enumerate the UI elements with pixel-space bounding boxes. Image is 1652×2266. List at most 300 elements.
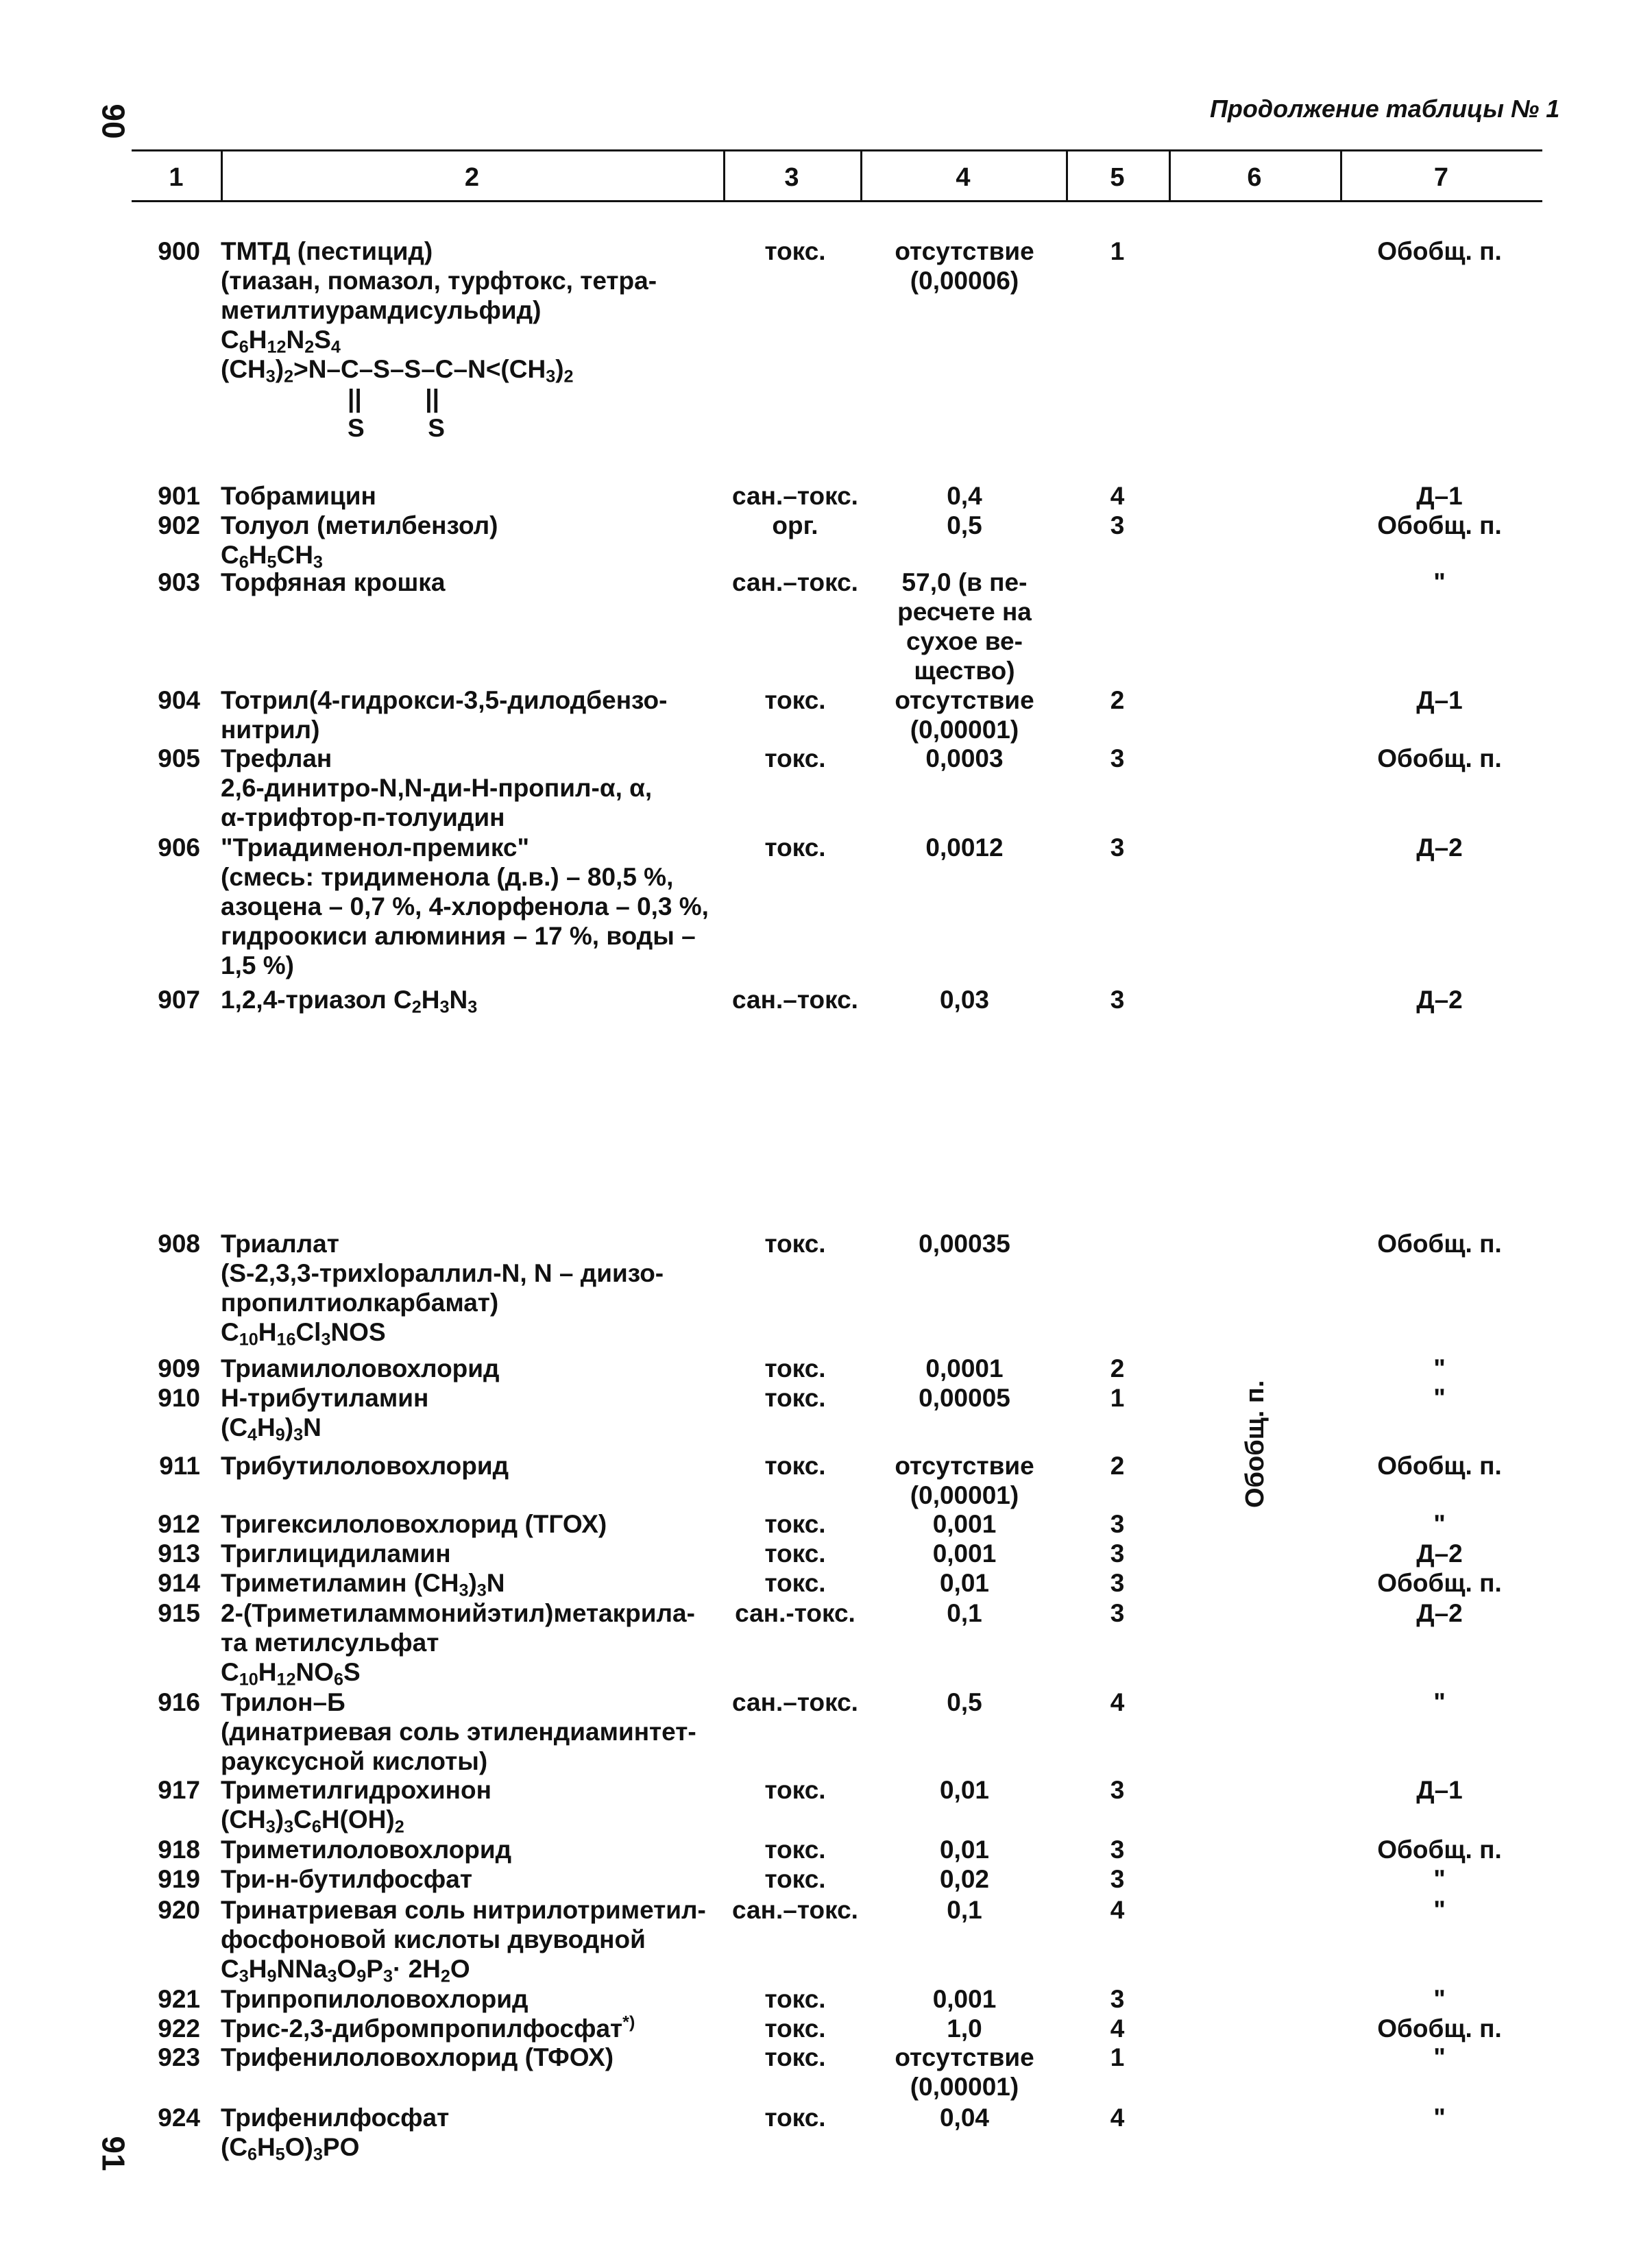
row-number: 909 <box>158 1354 200 1382</box>
chem-fragment: 6 <box>333 1670 343 1690</box>
chem-fragment: >N–C–S–S–C–N<(CH <box>293 355 546 383</box>
substance-name-cell <box>221 1383 728 1445</box>
chem-fragment: (CH <box>221 1805 266 1833</box>
hazard-indicator: токс. <box>764 1836 826 1864</box>
concentration-cell <box>865 568 1064 685</box>
chem-fragment: 2 <box>284 367 294 387</box>
substance-name-line: Н-трибутиламин <box>221 1384 429 1412</box>
substance-name-line: Толуол (метилбензол) <box>221 511 498 539</box>
hazard-class: 2 <box>1110 686 1125 714</box>
column-header: 4 <box>956 163 971 192</box>
chem-fragment: 3 <box>313 2145 323 2165</box>
chem-fragment: 6 <box>247 2145 258 2165</box>
column-header: 6 <box>1247 163 1262 192</box>
chem-fragment: 4 <box>247 1425 258 1445</box>
chem-fragment: 4 <box>330 337 341 357</box>
concentration-value: (0,00006) <box>910 267 1019 295</box>
substance-name-cell <box>221 1984 728 2014</box>
substance-name-line: (S-2,3,3-трихloраллил-N, N – диизо- <box>221 1259 664 1287</box>
substance-name-line: α-трифтор-п-толуидин <box>221 803 505 831</box>
hazard-class: 3 <box>1110 986 1125 1014</box>
limiting-indicator: Д–1 <box>1416 482 1463 510</box>
substance-name-cell <box>221 1451 728 1481</box>
hazard-indicator: токс. <box>764 1230 826 1258</box>
hazard-indicator: токс. <box>764 2104 826 2132</box>
row-number: 903 <box>158 568 200 596</box>
concentration-cell <box>865 481 1064 511</box>
substance-name-cell <box>221 744 728 832</box>
concentration-value: 57,0 (в пе- <box>901 568 1028 596</box>
chem-fragment: 10 <box>239 1330 258 1350</box>
chem-fragment: ) <box>275 1805 284 1833</box>
substance-name-cell <box>221 1864 728 1894</box>
substance-name-line: Трифенилфосфат <box>221 2104 450 2132</box>
hazard-indicator: сан.–токс. <box>732 1896 858 1924</box>
chem-fragment: N <box>449 986 468 1014</box>
row-number: 902 <box>158 511 200 539</box>
column-header: 3 <box>784 163 799 192</box>
hazard-indicator: токс. <box>764 2043 826 2071</box>
concentration-cell <box>865 1539 1064 1568</box>
substance-name-line: рауксусной кислоты) <box>221 1747 488 1775</box>
chem-fragment: (C <box>221 2133 248 2161</box>
substance-name-line: Трифенилоловохлорид (ТФОХ) <box>221 2043 614 2071</box>
chem-fragment: 2 <box>411 997 422 1017</box>
row-number: 922 <box>158 2014 200 2043</box>
limiting-indicator: Д–1 <box>1416 1776 1463 1804</box>
concentration-cell <box>865 1775 1064 1805</box>
concentration-value: 0,0012 <box>925 833 1004 862</box>
chem-fragment: NOS <box>330 1318 386 1346</box>
substance-name-line <box>221 1568 728 1598</box>
limiting-indicator: " <box>1433 1510 1446 1538</box>
chem-fragment: 5 <box>275 2145 285 2165</box>
page-number-bottom: 91 <box>95 2136 132 2171</box>
substance-name-text: Трис-2,3-дибромпропилфосфат <box>221 2014 623 2043</box>
limiting-indicator: " <box>1433 1985 1446 2013</box>
chem-fragment: (CH <box>221 355 266 383</box>
row-number: 921 <box>158 1985 200 2013</box>
page-number-top: 90 <box>95 103 132 139</box>
chem-fragment: 3 <box>313 552 323 572</box>
chem-fragment: 3 <box>321 1330 331 1350</box>
hazard-class: 3 <box>1110 1510 1125 1538</box>
chem-fragment: N <box>286 326 305 354</box>
concentration-cell <box>865 236 1064 295</box>
header-bottom-rule <box>132 200 1542 202</box>
concentration-cell <box>865 1895 1064 1925</box>
substance-name-line: Тотрил(4-гидрокси-3,5-дилодбензо- <box>221 686 668 714</box>
hazard-class: 1 <box>1110 1384 1125 1412</box>
chemical-formula <box>221 1317 728 1350</box>
substance-name-line: (динатриевая соль этилендиаминтет- <box>221 1718 696 1746</box>
chem-fragment: N <box>486 1569 505 1597</box>
substance-name-cell <box>221 481 728 511</box>
substance-name-line: (тиазан, помазол, турфтокс, тетра- <box>221 267 657 295</box>
hazard-indicator: токс. <box>764 1510 826 1538</box>
chem-fragment: H <box>257 1413 276 1441</box>
chem-fragment: 9 <box>267 1966 277 1986</box>
concentration-cell <box>865 511 1064 540</box>
substance-name-line: Триаллат <box>221 1230 339 1258</box>
chem-fragment: C <box>293 1805 312 1833</box>
chem-fragment: 3 <box>459 1581 469 1600</box>
chem-fragment: 2 <box>440 1966 450 1986</box>
substance-name-cell <box>221 236 728 443</box>
row-number: 913 <box>158 1539 200 1568</box>
hazard-indicator: токс. <box>764 1985 826 2013</box>
concentration-cell <box>865 1354 1064 1383</box>
hazard-class: 4 <box>1110 482 1125 510</box>
chem-fragment: 3 <box>284 1817 294 1837</box>
limiting-indicator: " <box>1433 568 1446 596</box>
substance-name-cell <box>221 1539 728 1568</box>
substance-name-cell <box>221 1229 728 1350</box>
chem-fragment: C <box>221 326 239 354</box>
chem-fragment: ) <box>284 1413 294 1441</box>
concentration-value: 0,00035 <box>919 1230 1010 1258</box>
structural-bonds: || || <box>348 385 439 413</box>
substance-name-line: Триметилгидрохинон <box>221 1776 491 1804</box>
substance-name-cell <box>221 1568 728 1598</box>
chem-fragment: 6 <box>239 337 249 357</box>
hazard-indicator: токс. <box>764 1384 826 1412</box>
limiting-indicator: Обобщ. п. <box>1377 744 1502 772</box>
concentration-value: 0,5 <box>947 1688 982 1716</box>
substance-name-line: гидроокиси алюминия – 17 %, воды – <box>221 922 696 950</box>
limiting-indicator: " <box>1433 1354 1446 1382</box>
chem-fragment: H <box>248 541 267 569</box>
structural-formula <box>221 354 728 387</box>
chem-fragment: S <box>314 326 331 354</box>
substance-name-cell <box>221 833 728 980</box>
substance-name-line: Тобрамицин <box>221 482 376 510</box>
chem-fragment: 9 <box>356 1966 367 1986</box>
hazard-class: 3 <box>1110 1776 1125 1804</box>
row-number: 901 <box>158 482 200 510</box>
chem-fragment: O <box>450 1955 470 1983</box>
substance-name-line: Трибутилоловохлорид <box>221 1452 509 1480</box>
concentration-cell <box>865 1509 1064 1539</box>
substance-name-line: ТМТД (пестицид) <box>221 237 433 265</box>
substance-name-cell <box>221 1598 728 1690</box>
chem-fragment: C <box>221 1318 239 1346</box>
substance-name-cell <box>221 2103 728 2165</box>
row-number: 915 <box>158 1599 200 1627</box>
chem-fragment: Триметиламин (CH <box>221 1569 459 1597</box>
chem-fragment: H <box>248 326 267 354</box>
hazard-indicator: сан.-токс. <box>735 1599 855 1627</box>
concentration-value: 0,03 <box>939 986 989 1014</box>
chem-fragment: C <box>221 541 239 569</box>
chem-fragment: N <box>303 1413 321 1441</box>
hazard-indicator: сан.–токс. <box>732 482 858 510</box>
chem-fragment: 3 <box>476 1581 487 1600</box>
concentration-value: 0,00005 <box>919 1384 1010 1412</box>
concentration-cell <box>865 1598 1064 1628</box>
limiting-indicator: Д–2 <box>1416 1599 1463 1627</box>
substance-name-line: Тринатриевая соль нитрилотриметил- <box>221 1896 706 1924</box>
row-number: 911 <box>159 1452 200 1480</box>
row-number: 906 <box>158 833 200 862</box>
concentration-value: 0,1 <box>947 1896 982 1924</box>
chemical-formula <box>221 1413 728 1445</box>
concentration-cell <box>865 685 1064 744</box>
chem-fragment: ) <box>555 355 564 383</box>
chem-fragment: ) <box>275 355 284 383</box>
hazard-indicator: токс. <box>764 237 826 265</box>
concentration-value: 0,0003 <box>925 744 1004 772</box>
chem-fragment: 3 <box>467 997 478 1017</box>
hazard-indicator: сан.–токс. <box>732 1688 858 1716</box>
concentration-cell <box>865 1383 1064 1413</box>
chemical-formula <box>221 325 728 357</box>
limiting-indicator: Обобщ. п. <box>1377 2014 1502 2043</box>
substance-name-cell <box>221 511 728 570</box>
row-number: 904 <box>158 686 200 714</box>
limiting-indicator: Обобщ. п. <box>1377 511 1502 539</box>
structural-sulfur: S S <box>348 414 445 442</box>
chem-fragment: PO <box>322 2133 360 2161</box>
column-header: 7 <box>1433 163 1449 192</box>
limiting-indicator: " <box>1433 1384 1446 1412</box>
limiting-indicator: Д–1 <box>1416 686 1463 714</box>
row-number: 923 <box>158 2043 200 2071</box>
row-number: 912 <box>158 1510 200 1538</box>
chem-fragment: 3 <box>265 367 276 387</box>
chem-fragment: H <box>258 1658 277 1686</box>
substance-name-line: метилтиурамдисульфид) <box>221 296 542 324</box>
hazard-class: 3 <box>1110 511 1125 539</box>
chem-fragment: 3 <box>265 1817 276 1837</box>
hazard-indicator: сан.–токс. <box>732 568 858 596</box>
chem-fragment: 6 <box>239 552 249 572</box>
chem-fragment: (C <box>221 1413 248 1441</box>
continuation-label: Продолжение таблицы № 1 <box>1210 95 1560 123</box>
substance-name-line: фосфоновой кислоты двуводной <box>221 1925 646 1953</box>
substance-name-cell <box>221 985 728 1017</box>
concentration-value: 0,04 <box>939 2104 989 2132</box>
chem-fragment: 2 <box>304 337 315 357</box>
concentration-cell <box>865 1984 1064 2014</box>
chem-fragment: 16 <box>276 1330 296 1350</box>
substance-name-cell <box>221 1509 728 1539</box>
chem-fragment: 3 <box>293 1425 304 1445</box>
hazard-indicator: токс. <box>764 1354 826 1382</box>
concentration-value: 1,0 <box>947 2014 982 2043</box>
concentration-value: 0,001 <box>932 1985 997 2013</box>
row-number: 919 <box>158 1865 200 1893</box>
hazard-class: 1 <box>1110 2043 1125 2071</box>
substance-name-line: Торфяная крошка <box>221 568 446 596</box>
substance-name-cell <box>221 2043 728 2072</box>
substance-name-line: Триамилоловохлорид <box>221 1354 500 1382</box>
concentration-value: 0,02 <box>939 1865 989 1893</box>
substance-name-line: Трефлан <box>221 744 332 772</box>
hazard-indicator: орг. <box>772 511 818 539</box>
hazard-class: 3 <box>1110 1599 1125 1627</box>
row-number: 905 <box>158 744 200 772</box>
substance-name-line: (смесь: тридименола (д.в.) – 80,5 %, <box>221 863 674 891</box>
concentration-cell <box>865 1688 1064 1717</box>
concentration-value: отсутствие <box>895 686 1034 714</box>
concentration-value: отсутствие <box>895 237 1034 265</box>
concentration-value: 0,01 <box>939 1569 989 1597</box>
substance-name-cell <box>221 1688 728 1776</box>
limiting-indicator: Д–2 <box>1416 986 1463 1014</box>
hazard-class: 3 <box>1110 1985 1125 2013</box>
hazard-indicator: токс. <box>764 1865 826 1893</box>
concentration-cell <box>865 744 1064 773</box>
chem-fragment: H(OH) <box>321 1805 395 1833</box>
chem-fragment: C <box>221 1658 239 1686</box>
chem-fragment: 10 <box>239 1670 258 1690</box>
column-header: 1 <box>169 163 184 192</box>
concentration-value: (0,00001) <box>910 716 1019 744</box>
row-number: 900 <box>158 237 200 265</box>
hazard-indicator: токс. <box>764 686 826 714</box>
limiting-indicator: Обобщ. п. <box>1377 1230 1502 1258</box>
concentration-value: 0,01 <box>939 1776 989 1804</box>
substance-name-line: Трилон–Б <box>221 1688 345 1716</box>
chemical-formula <box>221 1805 728 1837</box>
substance-name-line: нитрил) <box>221 716 320 744</box>
chem-fragment: H <box>258 1318 277 1346</box>
chemical-formula <box>221 2132 728 2165</box>
concentration-value: 0,001 <box>932 1539 997 1568</box>
chem-fragment: 1,2,4-триазол C <box>221 986 412 1014</box>
hazard-class: 1 <box>1110 237 1125 265</box>
substance-name-line: Трипропилоловохлорид <box>221 1985 529 2013</box>
substance-name-cell <box>221 2014 728 2043</box>
hazard-class: 3 <box>1110 744 1125 772</box>
chem-fragment: NNa <box>276 1955 328 1983</box>
substance-name-cell <box>221 1354 728 1383</box>
concentration-cell <box>865 1229 1064 1258</box>
chem-fragment: 2 <box>394 1817 404 1837</box>
row-number: 914 <box>158 1569 200 1597</box>
hazard-class: 4 <box>1110 1688 1125 1716</box>
chemical-formula <box>221 540 728 570</box>
concentration-value: 0,4 <box>947 482 982 510</box>
chem-fragment: O <box>337 1955 357 1983</box>
chem-fragment: NO <box>295 1658 334 1686</box>
hazard-indicator: токс. <box>764 2014 826 2043</box>
row-number: 916 <box>158 1688 200 1716</box>
hazard-class: 4 <box>1110 2014 1125 2043</box>
chem-fragment: 12 <box>267 337 287 357</box>
chemical-formula <box>221 1954 728 1984</box>
substance-name-cell <box>221 1895 728 1984</box>
concentration-cell <box>865 2043 1064 2101</box>
chem-fragment: 9 <box>275 1425 285 1445</box>
limiting-indicator: Обобщ. п. <box>1377 1452 1502 1480</box>
hazard-class: 3 <box>1110 1569 1125 1597</box>
chem-fragment: 3 <box>439 997 450 1017</box>
hazard-indicator: токс. <box>764 833 826 862</box>
limiting-indicator: Обобщ. п. <box>1377 237 1502 265</box>
hazard-class: 3 <box>1110 1865 1125 1893</box>
substance-name-line: Тригексилоловохлорид (ТГОХ) <box>221 1510 607 1538</box>
concentration-cell <box>865 833 1064 862</box>
chem-fragment: 12 <box>276 1670 296 1690</box>
concentration-value: 0,5 <box>947 511 982 539</box>
row-number: 917 <box>158 1776 200 1804</box>
concentration-value: сухое ве- <box>906 627 1023 655</box>
limiting-indicator: Д–2 <box>1416 833 1463 862</box>
hazard-class: 3 <box>1110 1539 1125 1568</box>
chem-fragment: Cl <box>295 1318 321 1346</box>
concentration-value: щество) <box>914 657 1015 685</box>
substance-name-cell <box>221 685 728 744</box>
footnote-mark: *) <box>622 2012 635 2032</box>
limiting-indicator: Обобщ. п. <box>1377 1569 1502 1597</box>
concentration-value: ресчете на <box>897 598 1032 626</box>
chem-fragment: H <box>421 986 440 1014</box>
substance-name-line: "Триадименол-премикс" <box>221 833 529 862</box>
concentration-cell <box>865 2014 1064 2043</box>
concentration-value: 0,001 <box>932 1510 997 1538</box>
hazard-class: 2 <box>1110 1452 1125 1480</box>
concentration-value: 0,0001 <box>925 1354 1004 1382</box>
substance-name-cell <box>221 568 728 597</box>
hazard-indicator: токс. <box>764 1776 826 1804</box>
substance-name-line <box>221 2014 728 2043</box>
chem-fragment: O) <box>284 2133 313 2161</box>
limiting-indicator: " <box>1433 1688 1446 1716</box>
column-header: 2 <box>464 163 480 192</box>
substance-name-line: пропилтиолкарбамат) <box>221 1289 499 1317</box>
substance-name-line: 2-(Триметиламмонийэтил)метакрила- <box>221 1599 695 1627</box>
limiting-indicator: " <box>1433 2043 1446 2071</box>
merged-col6-label: Обобщ. п. <box>1241 1380 1270 1508</box>
chem-fragment: H <box>257 2133 276 2161</box>
hazard-class: 4 <box>1110 2104 1125 2132</box>
concentration-value: (0,00001) <box>910 1481 1019 1509</box>
hazard-indicator: токс. <box>764 744 826 772</box>
concentration-value: (0,00001) <box>910 2073 1019 2101</box>
substance-name-line: 1,5 %) <box>221 951 294 979</box>
hazard-indicator: токс. <box>764 1569 826 1597</box>
chem-fragment: CH <box>276 541 313 569</box>
chem-fragment: 2 <box>563 367 574 387</box>
substance-name-line: та метилсульфат <box>221 1629 439 1657</box>
limiting-indicator: " <box>1433 1896 1446 1924</box>
hazard-class: 4 <box>1110 1896 1125 1924</box>
row-number: 918 <box>158 1836 200 1864</box>
substance-name-line: Три-н-бутилфосфат <box>221 1865 472 1893</box>
hazard-class: 3 <box>1110 833 1125 862</box>
chem-fragment: S <box>343 1658 361 1686</box>
hazard-indicator: токс. <box>764 1452 826 1480</box>
concentration-cell <box>865 985 1064 1014</box>
limiting-indicator: " <box>1433 2104 1446 2132</box>
concentration-value: отсутствие <box>895 2043 1034 2071</box>
concentration-cell <box>865 1451 1064 1510</box>
substance-name-line: 2,6-динитро-N,N-ди-Н-пропил-α, α, <box>221 774 653 802</box>
hazard-class: 2 <box>1110 1354 1125 1382</box>
chem-fragment: ) <box>468 1569 477 1597</box>
limiting-indicator: Д–2 <box>1416 1539 1463 1568</box>
chemical-formula <box>221 1657 728 1690</box>
row-number: 910 <box>158 1384 200 1412</box>
substance-name-line <box>221 985 728 1017</box>
row-number: 908 <box>158 1230 200 1258</box>
concentration-value: отсутствие <box>895 1452 1034 1480</box>
concentration-value: 0,01 <box>939 1836 989 1864</box>
row-number: 907 <box>158 986 200 1014</box>
chem-fragment: 5 <box>267 552 277 572</box>
